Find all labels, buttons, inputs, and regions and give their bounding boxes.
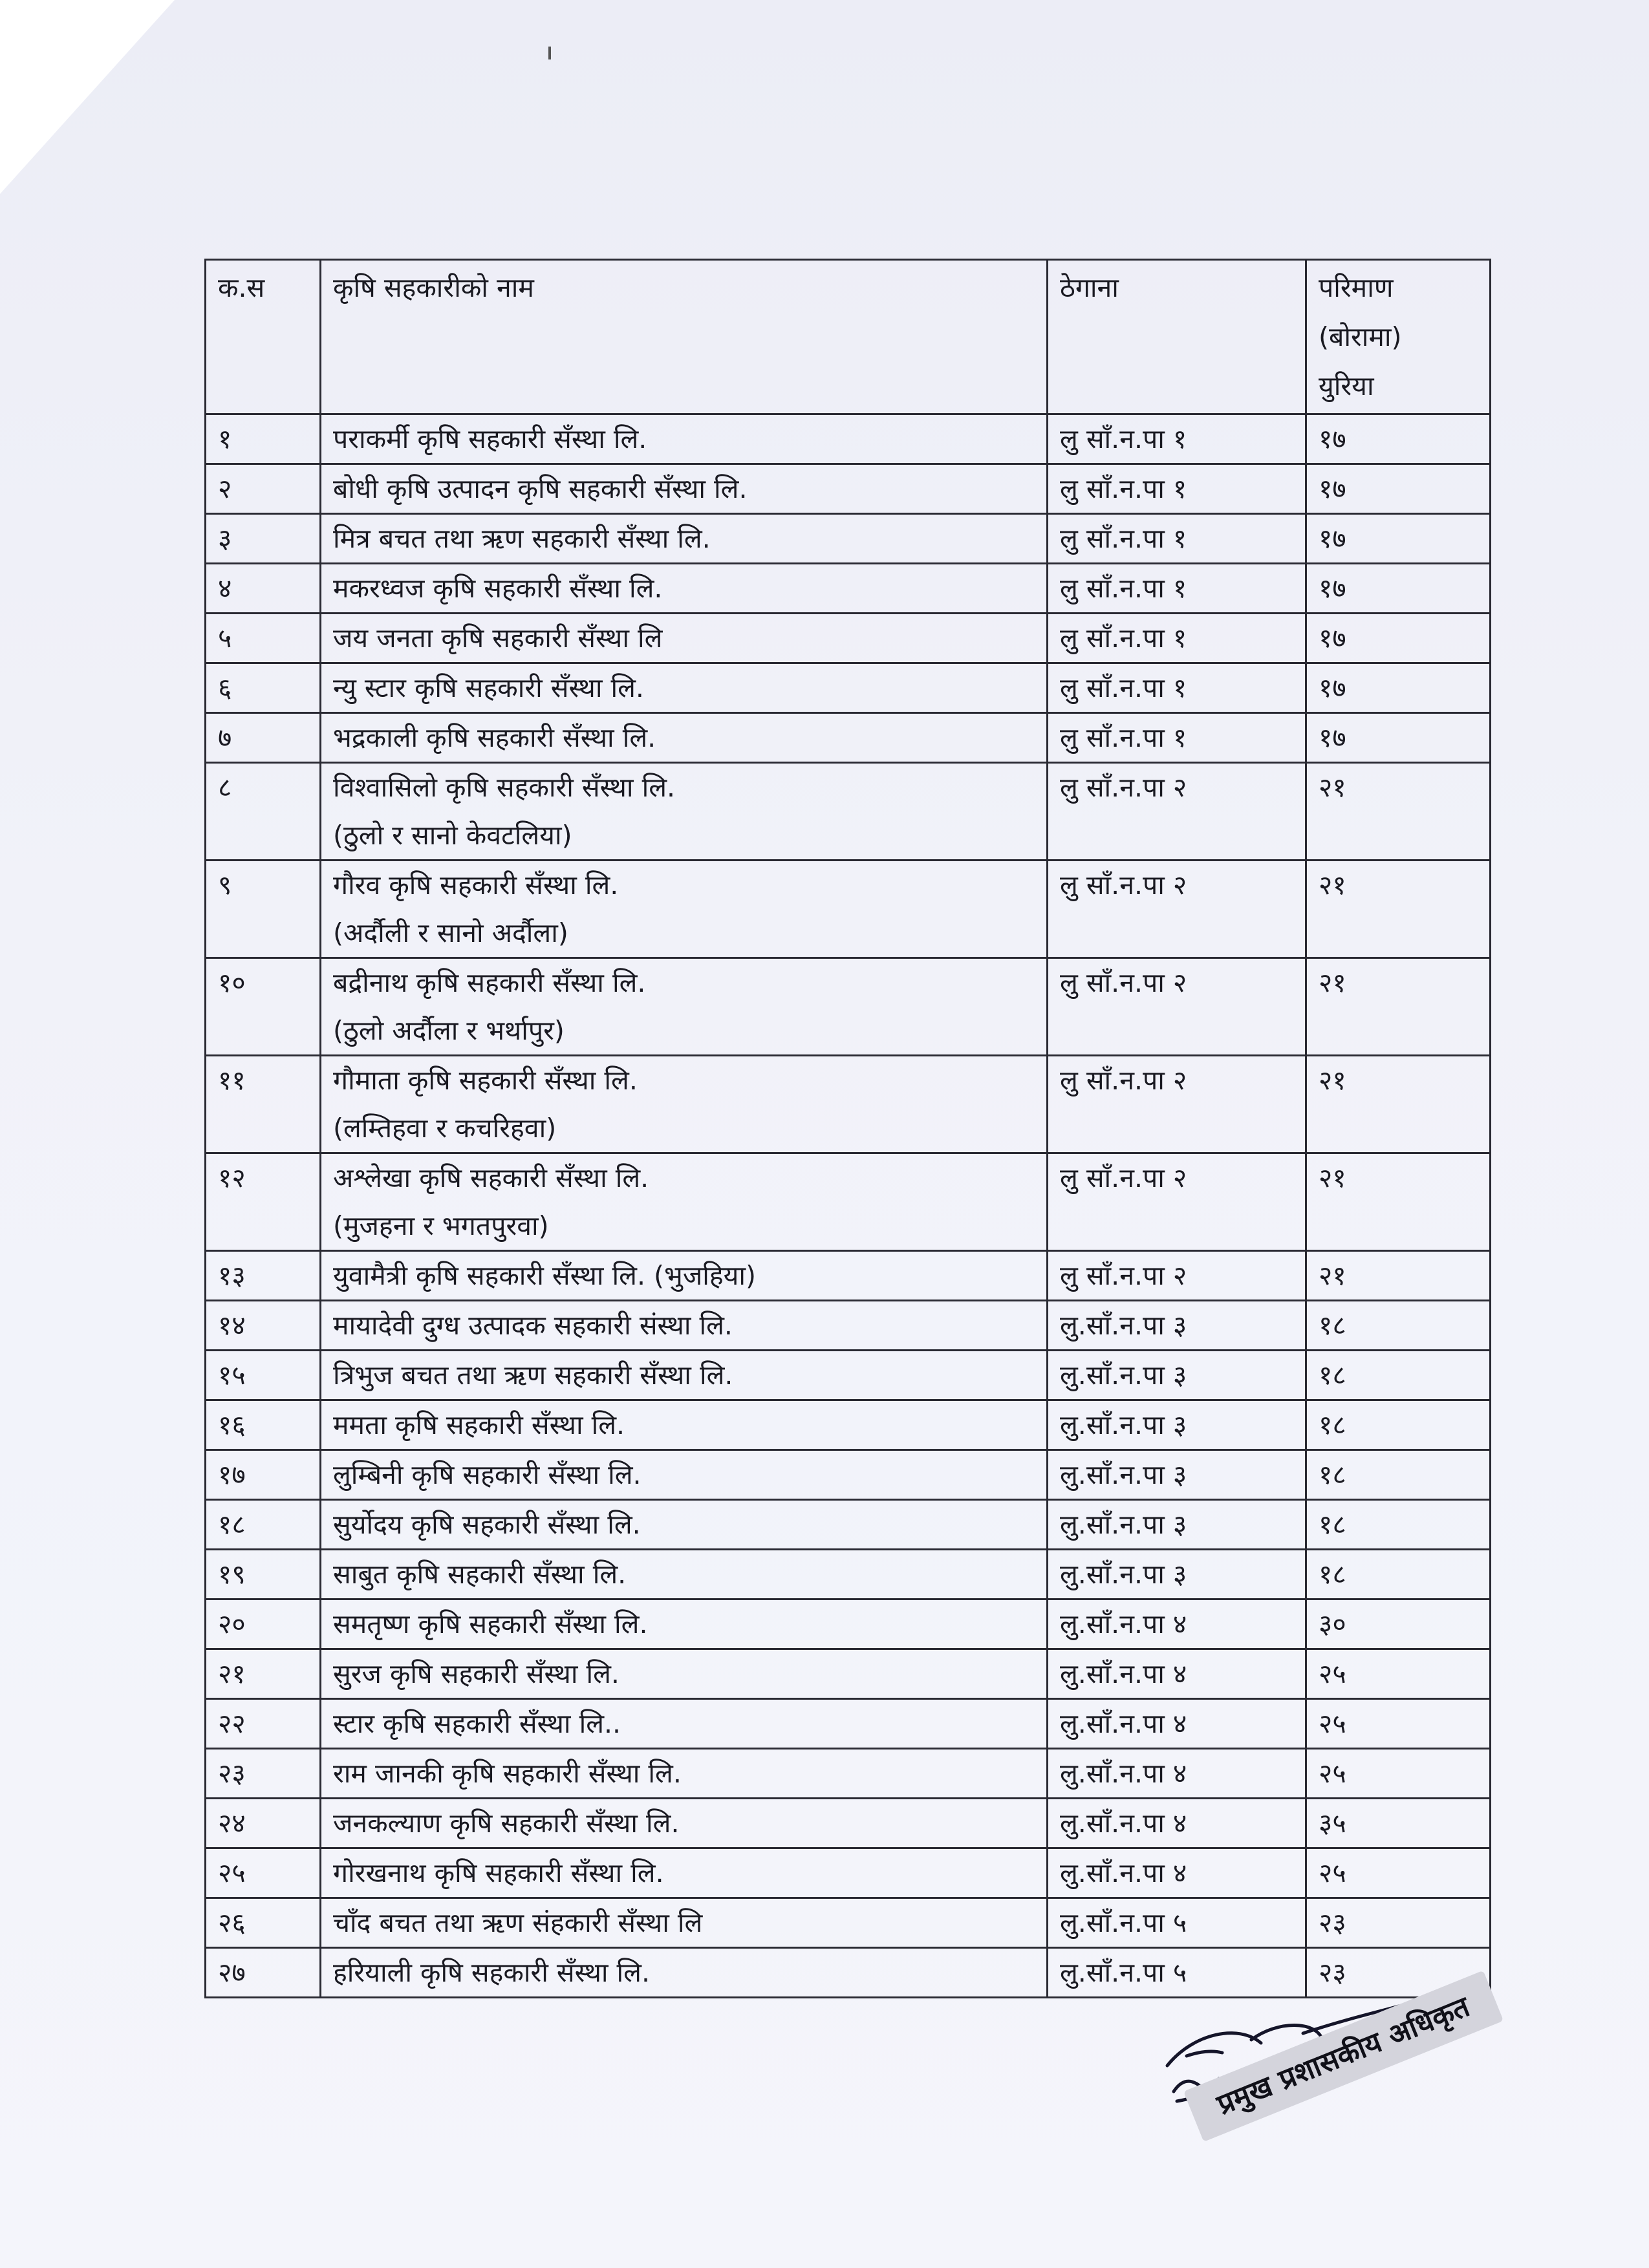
serial-cell: ८ — [206, 763, 321, 861]
cooperative-name: जनकल्याण कृषि सहकारी सँस्था लि. — [333, 1808, 680, 1839]
serial-cell: १२ — [206, 1153, 321, 1251]
cooperative-name-cell — [321, 1550, 1048, 1599]
table-body — [206, 414, 1491, 1998]
cooperative-name: गौमाता कृषि सहकारी सँस्था लि. — [333, 1065, 638, 1096]
table-row — [206, 1153, 1491, 1251]
cooperative-name: बोधी कृषि उत्पादन कृषि सहकारी सँस्था लि. — [333, 473, 748, 504]
address-cell: लु साँ.न.पा २ — [1048, 1056, 1306, 1153]
cooperative-name-cell — [321, 1351, 1048, 1400]
serial-cell: २७ — [206, 1948, 321, 1998]
cooperative-area-note: (ठुलो र सानो केवटलिया) — [333, 820, 572, 851]
table-row — [206, 1699, 1491, 1749]
quantity-cell: १८ — [1306, 1500, 1491, 1550]
table-row — [206, 1599, 1491, 1649]
cooperative-name: ममता कृषि सहकारी सँस्था लि. — [333, 1409, 625, 1440]
serial-cell: २२ — [206, 1699, 321, 1749]
quantity-cell: १८ — [1306, 1550, 1491, 1599]
table-row — [206, 713, 1491, 763]
quantity-cell: १७ — [1306, 663, 1491, 713]
serial-cell: ३ — [206, 514, 321, 564]
serial-cell: २ — [206, 464, 321, 514]
serial-cell: ७ — [206, 713, 321, 763]
cooperative-name-cell — [321, 464, 1048, 514]
quantity-cell: १७ — [1306, 514, 1491, 564]
cooperative-name-cell — [321, 1948, 1048, 1998]
table-row — [206, 1301, 1491, 1351]
cooperative-name-cell — [321, 1599, 1048, 1649]
serial-cell: २३ — [206, 1749, 321, 1799]
quantity-cell: २५ — [1306, 1749, 1491, 1799]
cooperative-name-cell — [321, 958, 1048, 1056]
cooperative-name-cell — [321, 1450, 1048, 1500]
quantity-cell: २१ — [1306, 958, 1491, 1056]
cooperative-name-cell — [321, 1848, 1048, 1898]
address-cell: लु साँ.न.पा १ — [1048, 564, 1306, 614]
quantity-cell: २३ — [1306, 1948, 1491, 1998]
cooperative-name-cell — [321, 1799, 1048, 1848]
quantity-cell: १७ — [1306, 414, 1491, 464]
address-cell: लु साँ.न.पा २ — [1048, 1251, 1306, 1301]
table-row — [206, 514, 1491, 564]
address-cell: लु.साँ.न.पा ३ — [1048, 1301, 1306, 1351]
cooperative-name: भद्रकाली कृषि सहकारी सँस्था लि. — [333, 722, 656, 753]
address-cell: लु साँ.न.पा २ — [1048, 1153, 1306, 1251]
table-row — [206, 1799, 1491, 1848]
table-row — [206, 1056, 1491, 1153]
address-cell: लु.साँ.न.पा ४ — [1048, 1799, 1306, 1848]
quantity-cell: २५ — [1306, 1649, 1491, 1699]
quantity-cell: १७ — [1306, 464, 1491, 514]
cooperative-name: युवामैत्री कृषि सहकारी सँस्था लि. (भुजहिया) — [333, 1260, 757, 1291]
quantity-cell: २१ — [1306, 1056, 1491, 1153]
cooperative-name: बद्रीनाथ कृषि सहकारी सँस्था लि. — [333, 967, 646, 998]
address-cell: लु साँ.न.पा २ — [1048, 763, 1306, 861]
cooperative-name: जय जनता कृषि सहकारी सँस्था लि — [333, 623, 663, 654]
serial-cell: १० — [206, 958, 321, 1056]
cooperative-name-cell — [321, 1898, 1048, 1948]
table-row — [206, 861, 1491, 958]
table-row — [206, 414, 1491, 464]
address-cell: लु.साँ.न.पा ३ — [1048, 1550, 1306, 1599]
quantity-cell: २५ — [1306, 1699, 1491, 1749]
cooperative-name: साबुत कृषि सहकारी सँस्था लि. — [333, 1559, 627, 1590]
cooperative-name-cell — [321, 614, 1048, 663]
cooperative-name: मायादेवी दुग्ध उत्पादक सहकारी संस्था लि. — [333, 1310, 733, 1341]
table-row — [206, 958, 1491, 1056]
cooperative-name: पराकर्मी कृषि सहकारी सँस्था लि. — [333, 423, 647, 455]
table-row — [206, 1550, 1491, 1599]
quantity-cell: १८ — [1306, 1450, 1491, 1500]
cooperative-name: त्रिभुज बचत तथा ऋण सहकारी सँस्था लि. — [333, 1360, 733, 1391]
address-cell: लु साँ.न.पा १ — [1048, 713, 1306, 763]
cooperative-name-cell — [321, 1251, 1048, 1301]
quantity-cell: १७ — [1306, 564, 1491, 614]
cooperative-name: राम जानकी कृषि सहकारी सँस्था लि. — [333, 1758, 682, 1789]
address-cell: लु.साँ.न.पा ५ — [1048, 1898, 1306, 1948]
table-row — [206, 663, 1491, 713]
header-quantity-line: (बोरामा) — [1319, 321, 1402, 352]
table-row — [206, 1948, 1491, 1998]
address-cell: लु.साँ.न.पा ३ — [1048, 1500, 1306, 1550]
table-row — [206, 1649, 1491, 1699]
cooperative-area-note: (अर्दौली र सानो अर्दौला) — [333, 917, 568, 948]
serial-cell: २० — [206, 1599, 321, 1649]
serial-cell: १ — [206, 414, 321, 464]
cooperative-name-cell — [321, 763, 1048, 861]
serial-cell: २६ — [206, 1898, 321, 1948]
serial-cell: २५ — [206, 1848, 321, 1898]
header-quantity-line: युरिया — [1319, 370, 1374, 401]
address-cell: लु.साँ.न.पा ४ — [1048, 1848, 1306, 1898]
serial-cell: ११ — [206, 1056, 321, 1153]
table-row — [206, 1848, 1491, 1898]
quantity-cell: २१ — [1306, 861, 1491, 958]
address-cell: लु साँ.न.पा १ — [1048, 464, 1306, 514]
cooperative-name-cell — [321, 1153, 1048, 1251]
quantity-cell: १७ — [1306, 614, 1491, 663]
header-quantity-line: परिमाण — [1319, 272, 1394, 303]
cooperative-name-cell — [321, 1056, 1048, 1153]
address-cell: लु.साँ.न.पा ३ — [1048, 1351, 1306, 1400]
signature-block — [1148, 1990, 1510, 2208]
table-row — [206, 1749, 1491, 1799]
cooperative-name: विश्वासिलो कृषि सहकारी सँस्था लि. — [333, 772, 676, 803]
table-row — [206, 1898, 1491, 1948]
address-cell: लु.साँ.न.पा ४ — [1048, 1649, 1306, 1699]
cooperative-name-cell — [321, 514, 1048, 564]
cooperative-name: मकरध्वज कृषि सहकारी सँस्था लि. — [333, 573, 663, 604]
cooperative-name: लुम्बिनी कृषि सहकारी सँस्था लि. — [333, 1459, 641, 1490]
quantity-cell: ३० — [1306, 1599, 1491, 1649]
table-row — [206, 1500, 1491, 1550]
quantity-cell: १८ — [1306, 1301, 1491, 1351]
official-seal: प्रमुख प्रशासकीय अधिकृत — [1183, 1971, 1503, 2142]
serial-cell: १६ — [206, 1400, 321, 1450]
header-serial: क.स — [206, 260, 321, 414]
address-cell: लु.साँ.न.पा ४ — [1048, 1599, 1306, 1649]
serial-cell: १९ — [206, 1550, 321, 1599]
table-header-row — [206, 260, 1491, 414]
serial-cell: १४ — [206, 1301, 321, 1351]
cooperatives-table — [204, 259, 1491, 1998]
address-cell: लु साँ.न.पा १ — [1048, 663, 1306, 713]
table-row — [206, 1450, 1491, 1500]
quantity-cell: २१ — [1306, 763, 1491, 861]
cooperative-name-cell — [321, 414, 1048, 464]
quantity-cell: २१ — [1306, 1153, 1491, 1251]
quantity-cell: १७ — [1306, 713, 1491, 763]
cooperative-area-note: (ठुलो अर्दौला र भर्थापुर) — [333, 1015, 565, 1046]
address-cell: लु साँ.न.पा २ — [1048, 958, 1306, 1056]
serial-cell: १७ — [206, 1450, 321, 1500]
serial-cell: १३ — [206, 1251, 321, 1301]
address-cell: लु साँ.न.पा १ — [1048, 614, 1306, 663]
serial-cell: १८ — [206, 1500, 321, 1550]
quantity-cell: २३ — [1306, 1898, 1491, 1948]
table-row — [206, 1351, 1491, 1400]
table-row — [206, 564, 1491, 614]
cooperative-area-note: (मुजहना र भगतपुरवा) — [333, 1210, 549, 1241]
table-row — [206, 1251, 1491, 1301]
address-cell: लु.साँ.न.पा ३ — [1048, 1450, 1306, 1500]
cooperative-name-cell — [321, 1649, 1048, 1699]
serial-cell: ४ — [206, 564, 321, 614]
table-row — [206, 614, 1491, 663]
cooperative-name: न्यु स्टार कृषि सहकारी सँस्था लि. — [333, 672, 644, 703]
table-row — [206, 763, 1491, 861]
cooperative-name-cell — [321, 1749, 1048, 1799]
address-cell: लु.साँ.न.पा ५ — [1048, 1948, 1306, 1998]
serial-cell: २४ — [206, 1799, 321, 1848]
cooperative-name: सुरज कृषि सहकारी सँस्था लि. — [333, 1658, 620, 1689]
cooperative-name: मित्र बचत तथा ऋण सहकारी सँस्था लि. — [333, 523, 711, 554]
quantity-cell: २५ — [1306, 1848, 1491, 1898]
quantity-cell: १८ — [1306, 1351, 1491, 1400]
quantity-cell: ३५ — [1306, 1799, 1491, 1848]
cooperative-name-cell — [321, 663, 1048, 713]
pen-mark — [548, 47, 551, 59]
cooperative-name: अश्लेखा कृषि सहकारी सँस्था लि. — [333, 1162, 649, 1193]
cooperative-name: गौरव कृषि सहकारी सँस्था लि. — [333, 870, 619, 901]
cooperative-name: समतृष्ण कृषि सहकारी सँस्था लि. — [333, 1609, 648, 1640]
cooperative-name-cell — [321, 564, 1048, 614]
address-cell: लु.साँ.न.पा ४ — [1048, 1749, 1306, 1799]
header-cooperative-name: कृषि सहकारीको नाम — [321, 260, 1048, 414]
serial-cell: ६ — [206, 663, 321, 713]
table-row — [206, 1400, 1491, 1450]
address-cell: लु साँ.न.पा १ — [1048, 414, 1306, 464]
cooperative-name-cell — [321, 1500, 1048, 1550]
header-address: ठेगाना — [1048, 260, 1306, 414]
quantity-cell: २१ — [1306, 1251, 1491, 1301]
cooperative-name: स्टार कृषि सहकारी सँस्था लि.. — [333, 1708, 621, 1739]
cooperative-name-cell — [321, 1400, 1048, 1450]
cooperative-name-cell — [321, 1699, 1048, 1749]
cooperative-name: सुर्योदय कृषि सहकारी सँस्था लि. — [333, 1509, 641, 1540]
cooperative-name: हरियाली कृषि सहकारी सँस्था लि. — [333, 1957, 651, 1988]
table-row — [206, 464, 1491, 514]
serial-cell: १५ — [206, 1351, 321, 1400]
quantity-cell: १८ — [1306, 1400, 1491, 1450]
cooperative-area-note: (लम्तिहवा र कचरिहवा) — [333, 1113, 557, 1144]
address-cell: लु साँ.न.पा २ — [1048, 861, 1306, 958]
address-cell: लु.साँ.न.पा ३ — [1048, 1400, 1306, 1450]
address-cell: लु.साँ.न.पा ४ — [1048, 1699, 1306, 1749]
cooperative-name: गोरखनाथ कृषि सहकारी सँस्था लि. — [333, 1857, 664, 1888]
cooperative-name-cell — [321, 861, 1048, 958]
cooperative-name-cell — [321, 713, 1048, 763]
header-quantity — [1306, 260, 1491, 414]
cooperative-name-cell — [321, 1301, 1048, 1351]
serial-cell: २१ — [206, 1649, 321, 1699]
cooperative-name: चाँद बचत तथा ऋण संहकारी सँस्था लि — [333, 1907, 703, 1938]
serial-cell: ५ — [206, 614, 321, 663]
serial-cell: ९ — [206, 861, 321, 958]
address-cell: लु साँ.न.पा १ — [1048, 514, 1306, 564]
